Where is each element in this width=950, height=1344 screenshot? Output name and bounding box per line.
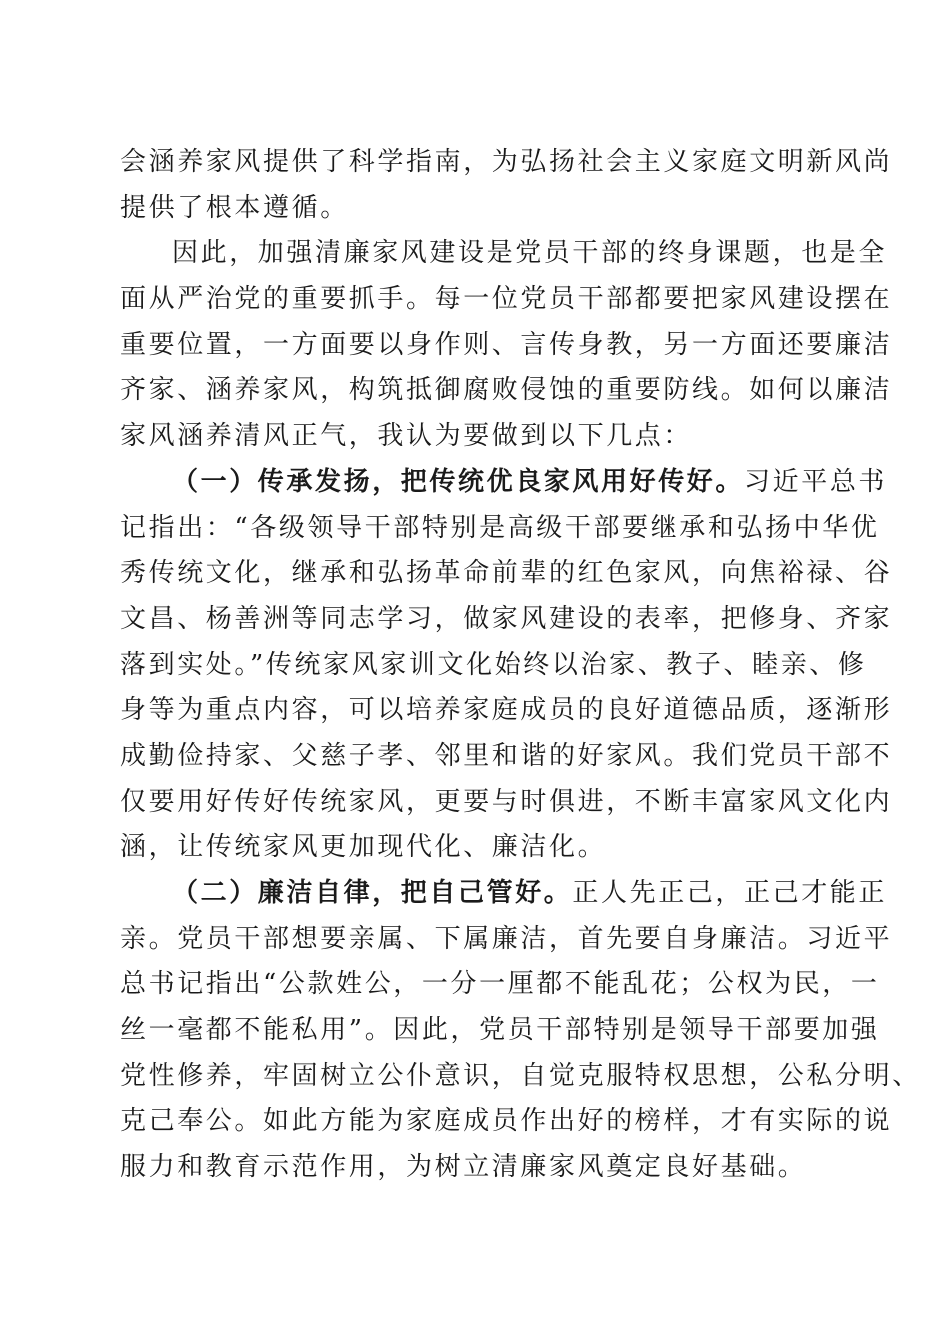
section-heading: （二）廉洁自律，把自己管好。 bbox=[172, 878, 573, 908]
text-line: 仅要用好传好传统家风，更要与时俱进，不断丰富家风文化内 bbox=[120, 786, 893, 817]
body-text bbox=[120, 140, 921, 1191]
text-line: 家风涵养清风正气，我认为要做到以下几点： bbox=[120, 421, 693, 452]
section-heading-line bbox=[120, 871, 888, 917]
text-line: 落到实处。”传统家风家训文化始终以治家、教子、睦亲、修 bbox=[120, 649, 867, 680]
text-line: 重要位置，一方面要以身作则、言传身教，另一方面还要廉洁 bbox=[120, 329, 893, 360]
text-line: 秀传统文化，继承和弘扬革命前辈的红色家风，向焦裕禄、谷 bbox=[120, 558, 893, 589]
text-line: 克己奉公。如此方能为家庭成员作出好的榜样，才有实际的说 bbox=[120, 1106, 893, 1137]
text-line: 丝一毫都不能私用”。因此，党员干部特别是领导干部要加强 bbox=[120, 1015, 880, 1046]
text-line: 亲。党员干部想要亲属、下属廉洁，首先要自身廉洁。习近平 bbox=[120, 923, 893, 954]
text-line: 会涵养家风提供了科学指南，为弘扬社会主义家庭文明新风尚 bbox=[120, 147, 893, 177]
text-line: 面从严治党的重要抓手。每一位党员干部都要把家风建设摆在 bbox=[120, 284, 893, 315]
text-line: 提供了根本遵循。 bbox=[120, 192, 349, 223]
text-line: 涵，让传统家风更加现代化、廉洁化。 bbox=[120, 832, 607, 863]
text-line: 因此，加强清廉家风建设是党员干部的终身课题，也是全 bbox=[172, 238, 888, 269]
text-line: 齐家、涵养家风，构筑抵御腐败侵蚀的重要防线。如何以廉洁 bbox=[120, 375, 893, 406]
text-span: 正人先正己，正己才能正 bbox=[572, 878, 888, 908]
text-span: 习近平总书 bbox=[744, 466, 888, 497]
text-line: 身等为重点内容，可以培养家庭成员的良好道德品质，逐渐形 bbox=[120, 695, 893, 726]
text-line: 成勤俭持家、父慈子孝、邻里和谐的好家风。我们党员干部不 bbox=[120, 740, 893, 771]
text-line: 总书记指出“公款姓公，一分一厘都不能乱花；公权为民，一 bbox=[120, 969, 880, 1000]
text-line: 服力和教育示范作用，为树立清廉家风奠定良好基础。 bbox=[120, 1152, 807, 1183]
section-heading: （一）传承发扬，把传统优良家风用好传好。 bbox=[172, 466, 745, 497]
section-heading-line bbox=[120, 460, 888, 506]
text-line: 文昌、杨善洲等同志学习，做家风建设的表率，把修身、齐家 bbox=[120, 603, 893, 634]
text-line: 党性修养，牢固树立公仆意识，自觉克服特权思想，公私分明、 bbox=[120, 1060, 921, 1091]
text-line: 记指出：“各级领导干部特别是高级干部要继承和弘扬中华优 bbox=[120, 512, 880, 543]
